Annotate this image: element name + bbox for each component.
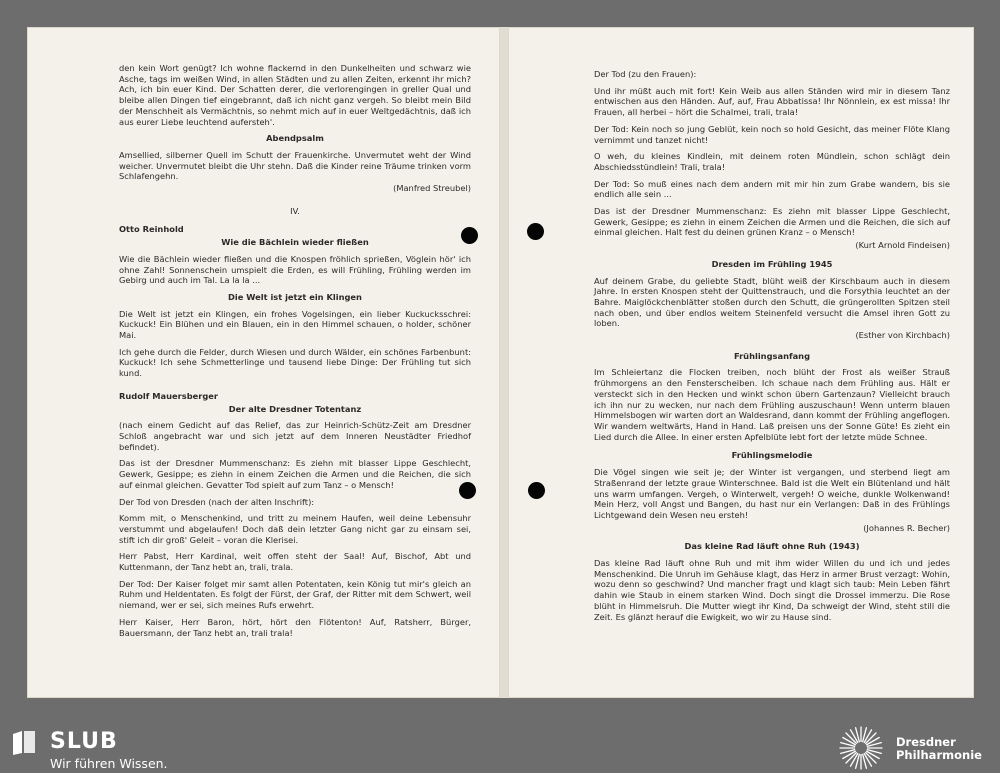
paragraph: Wie die Bächlein wieder fließen und die Knospen fröhlich sprießen, Vöglein hör' ich ohne Zahl! Sonnenschein umspielt die Erden, es will Frühling, Frühling werden im Gebirg und auch im Tal. La la la ... <box>119 253 471 286</box>
sunburst-icon <box>838 725 884 771</box>
dresdner-philharmonie-logo-text <box>896 736 982 762</box>
footer-bar <box>0 723 1000 773</box>
logo-line-1: Dresdner <box>896 735 956 749</box>
paragraph: Herr Kaiser, Herr Baron, hört, hört den Flötenton! Auf, Ratsherr, Bürger, Bauersmann, der Tanz hebt an, trali trala! <box>119 616 471 638</box>
song-title: Wie die Bächlein wieder fließen <box>221 237 369 248</box>
paragraph: den kein Wort genügt? Ich wohne flackernd in den Dunkelheiten und schwarz wie Asche, tags im weißen Wind, in allen Städten und zu allen Zeiten, erkennt ihr mich? Ach, ich bin euer Kind. Der Schatten derer, die verlorengingen in greller Qual und bleibe allen Dingen tief eingebrannt, daß ich nicht ganz vergeh. So bleibt mein Bild der Menschheit als Vermächtnis, so nehmt mich auf in euer Weltgedächtnis, daß ich aus eurer Liebe leuchtend auferstеh'. <box>119 63 471 127</box>
punch-hole <box>527 223 544 240</box>
song-title: Der alte Dresdner Totentanz <box>228 403 362 414</box>
punch-hole <box>461 227 478 244</box>
poem-attribution: (Esther von Kirchbach) <box>855 330 950 341</box>
paragraph: Der Tod (zu den Frauen): <box>594 69 697 79</box>
poem-title: Abendpsalm <box>266 133 324 144</box>
right-page <box>508 27 974 698</box>
paragraph: Herr Pabst, Herr Kardinal, weit offen steht der Saal! Auf, Bischof, Abt und Kuttenmann, der Tanz hebt an, trali, trala. <box>119 551 471 573</box>
paragraph: Der Tod: Der Kaiser folget mir samt allen Potentaten, kein König tut mir's gleich an Ruhm und Heldentaten. Es folgt der Fürst, der Graf, der Ritter mit dem Schwert, weil niemand, wer er sei, sich meines Rufs erwehrt. <box>119 578 471 611</box>
punch-hole <box>459 482 476 499</box>
paragraph: Das ist der Dresdner Mummenschanz: Es ziehn mit blasser Lippe Geschlecht, Gewerk, Gesippe; es ziehn in einem Zeichen die Armen und die Reichen, die sich auf einmal gleichen. Halt fest du deinen grünen Kranz – o Mensch! <box>594 206 950 238</box>
paragraph: Der Tod von Dresden (nach der alten Inschrift): <box>119 496 315 507</box>
paragraph: Der Tod: Kein noch so jung Geblüt, kein noch so hold Gesicht, das meiner Flöte Klang vernimmt und tanzet nicht! <box>594 123 950 145</box>
book-icon <box>10 728 38 756</box>
slub-logo-title: SLUB <box>50 729 118 754</box>
paragraph: O weh, du kleines Kindlein, mit deinem roten Mündlein, schon schlägt dein Abschiedsstündlein! Trali, trala! <box>594 151 950 172</box>
poem-title: Frühlingsanfang <box>733 350 811 361</box>
paragraph: Auf deinem Grabe, du geliebte Stadt, blüht weiß der Kirschbaum auch in diesem Jahre. In ersten Knospen steht der Quittenstrauch, und die Forsythia leuchtet an der Bahre. Maiglöckchenblätter stoßen durch den Schutt, die grüngerollten Spitzen steil nach oben, und über endlos weitem Steinenfeld versucht die Amsel ihren Gott zu loben. <box>594 275 950 329</box>
paragraph: Das ist der Dresdner Mummenschanz: Es ziehn mit blasser Lippe Geschlecht, Gewerk, Gesippe; es ziehn in einem Zeichen die Armen und die Reichen, die sich auf einmal gleichen. Gevatter Tod spielt auf zum Tanz – o Mensch! <box>119 458 471 490</box>
poem-title: Dresden im Frühling 1945 <box>711 258 833 269</box>
composer-name: Rudolf Mauersberger <box>119 390 219 401</box>
paragraph: (nach einem Gedicht auf das Relief, das zur Heinrich-Schütz-Zeit am Dresdner Schloß angebracht war und sich jetzt auf dem Inneren Neustädter Friedhof befindet). <box>119 420 471 452</box>
right-text-column <box>594 69 950 628</box>
book-spine <box>500 27 508 698</box>
composer-name: Otto Reinhold <box>119 224 184 235</box>
paragraph: Und ihr müßt auch mit fort! Kein Weib aus allen Ständen wird mir in diesem Tanz entwischen aus den Händen. Auf, auf, Frau Abbatissa! Ihr Nönnlein, ex est missa! Ihr Frauen, all herbei – hört die Schalmei, trali, trala! <box>594 85 950 118</box>
poem-attribution: (Kurt Arnold Findeisen) <box>855 240 950 251</box>
logo-line-2: Philharmonie <box>896 748 982 762</box>
paragraph: Amsellied, silberner Quell im Schutt der Frauenkirche. Unvermutet weht der Wind weicher. Unvermutet bleibt die Uhr stehn. Daß die Kinder reine Träume trinken vorm Schlafengehn. <box>119 149 471 182</box>
poem-attribution: (Manfred Streubel) <box>393 183 471 194</box>
punch-hole <box>528 482 545 499</box>
poem-attribution: (Johannes R. Becher) <box>863 522 950 533</box>
section-number: IV. <box>290 205 300 216</box>
song-title: Die Welt ist jetzt ein Klingen <box>228 291 362 302</box>
left-page <box>27 27 500 698</box>
left-text-column <box>119 63 471 644</box>
paragraph: Komm mit, o Menschenkind, und tritt zu meinem Haufen, weil deine Lebensuhr verstummt und abgelaufen! Doch daß dein letzter Gang nicht gar zu einsam sei, stift ich dir groß' Geleit – voran die Klerisei. <box>119 513 471 545</box>
poem-title: Das kleine Rad läuft ohne Ruh (1943) <box>684 541 860 552</box>
paragraph: Im Schleiertanz die Flocken treiben, noch blüht der Frost als weißer Strauß frühmorgens an den Fensterscheiben. Ich schaue nach dem Frühling aus. Hält er versteckt sich in den Hecken und winkt schon übern Gartenzaun? Vielleicht brauch ich ihn nur zu wecken, nur nach dem Frühling auszuschaun! Wenn unterm blauen Himmelsbogen wir warten dort an Waldesrand, dann kommt der Frühling angeflogen. Wir wandern weltwärts, Hand in Hand. Laß preisen uns der Sonne Güte! Es zieht ein Lied durch die Allee. In einer ersten Apfelblüte lebt fort der letzte müde Schnee. <box>594 367 950 442</box>
paragraph: Der Tod: So muß eines nach dem andern mit mir hin zum Grabe wandern, bis sie endlich alle sein ... <box>594 178 950 200</box>
paragraph: Das kleine Rad läuft ohne Ruh und mit ihm wider Willen du und ich und jedes Menschenkind. Die Unruh im Gehäuse klagt, das Herz in armer Brust verzagt: Wohin, wozu denn so geschwind? Und mancher fragt und klagt sich taub: Mein Leben fährt dahin wie Staub in einem starken Wind. Doch singt die Drossel immerzu. Die Rose blüht in Himmelsruh. Die Mutter wiegt ihr Kind, Da schweigt der Wind, steht still die Zeit. Es glänzt herauf die Ewigkeit, wo wir zu Hause sind. <box>594 558 950 622</box>
paragraph: Die Welt ist jetzt ein Klingen, ein frohes Vogelsingen, ein lieber Kuckucksschrei: Kuckuck! Ein Blühen und ein Blauen, ein in den Himmel schauen, o holder, schöner Mai. <box>119 308 471 341</box>
paragraph: Ich gehe durch die Felder, durch Wiesen und durch Wälder, ein schönes Farbenbunt: Kuckuck! Ich sehe Schmetterlinge und tausend liebe Dinge: Der Frühling tut sich kund. <box>119 346 471 379</box>
poem-title: Frühlingsmelodie <box>731 450 813 461</box>
slub-logo-subtitle: Wir führen Wissen. <box>50 756 168 771</box>
paragraph: Die Vögel singen wie seit je; der Winter ist vergangen, und sterbend liegt am Straßenrand der letzte graue Winterschnee. Bald ist die Welt ein Blütenland und hält uns warm umfangen. Vergeh, o Winterwelt, vergeh! O weiche, dunkle Wolkenwand! Mein Herz, voll Angst und Bangen, du hast nur ein Verlangen: Daß in des Frühlings Lichtgewand dein Wesen neu ersteh! <box>594 467 950 520</box>
